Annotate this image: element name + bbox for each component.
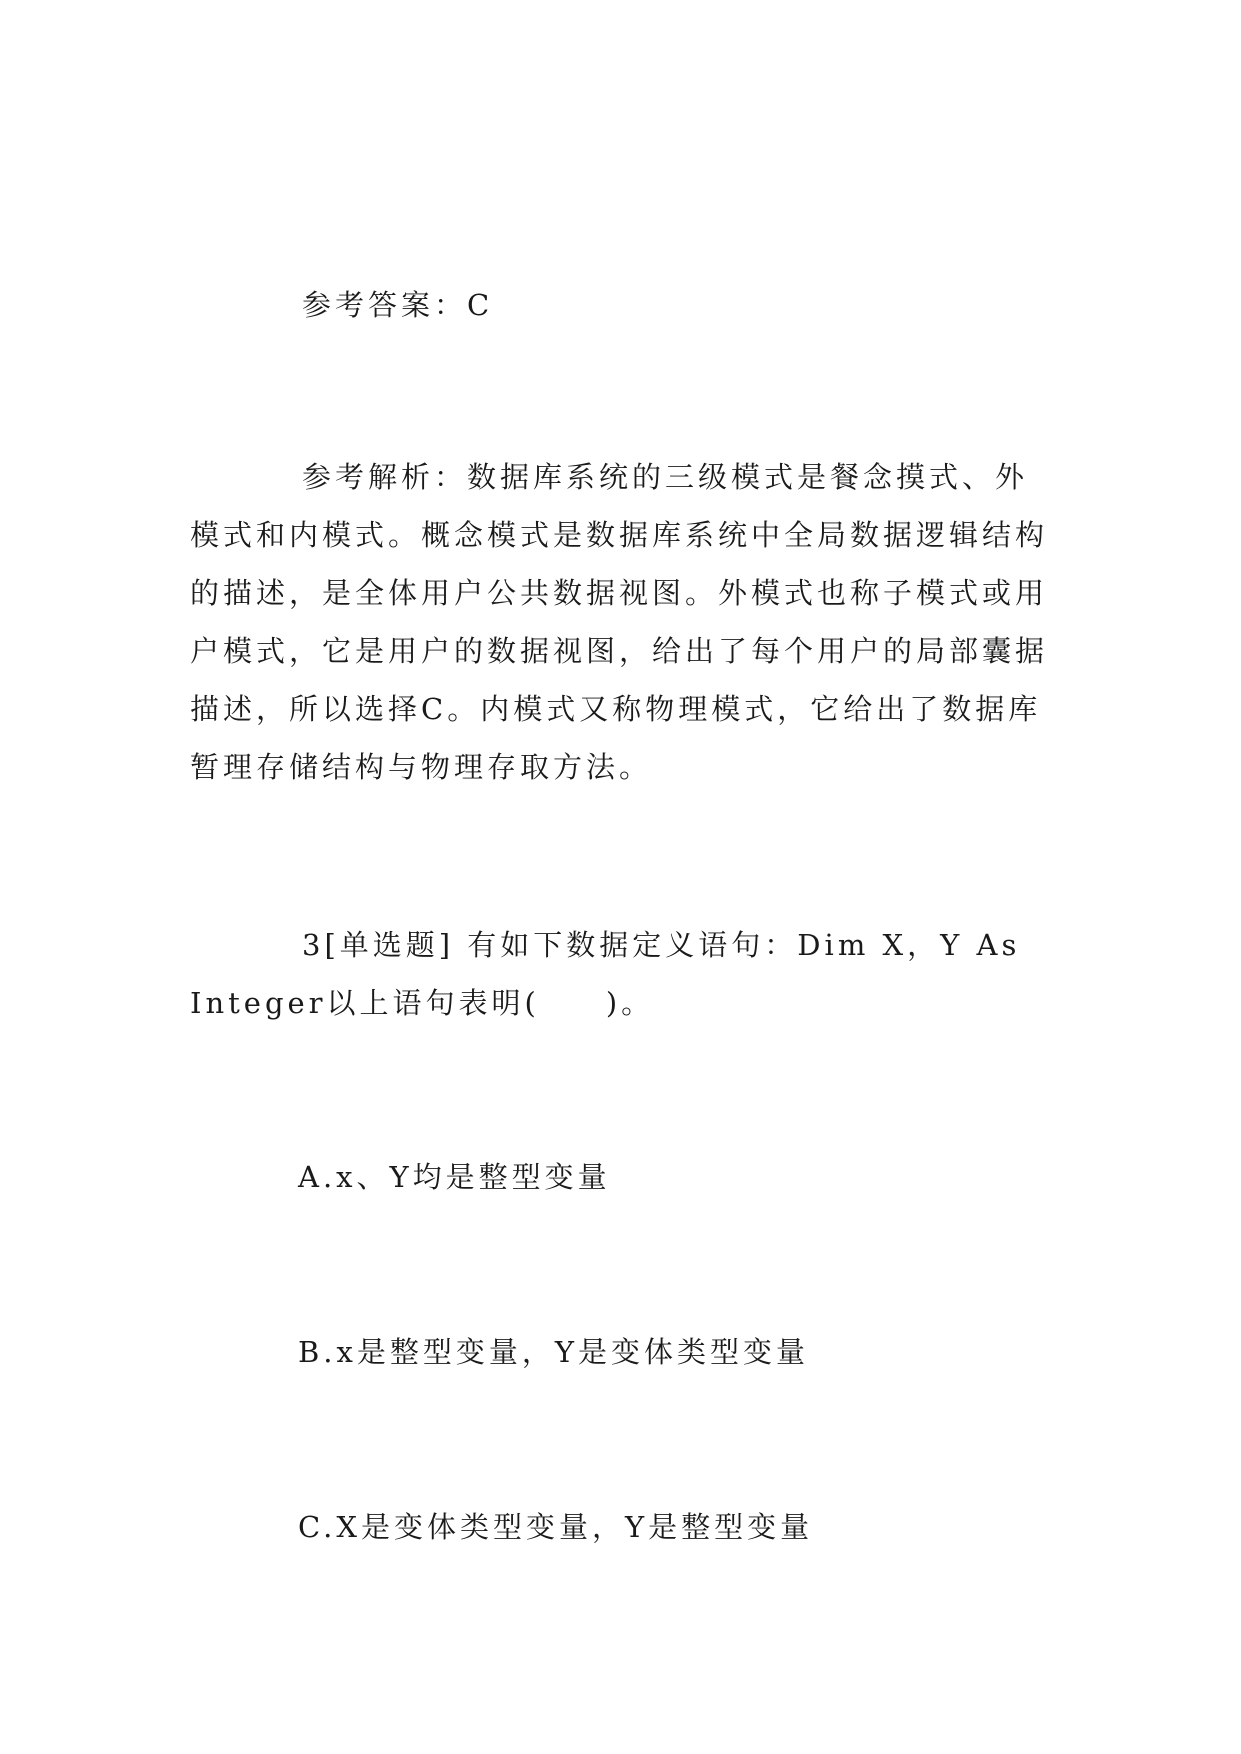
reference-analysis: 参考解析：数据库系统的三级模式是餐念摸式、外模式和内模式。概念模式是数据库系统中全局数据逻辑结构的描述，是全体用户公共数据视图。外模式也称子模式或用户模式，它是用户的数据视图，给出了每个用户的局部囊据描述，所以选择C。内模式又称物理模式，它给出了数据库暂理存储结构与物理存取方法。 xyxy=(190,460,1049,784)
option-a: A.x、Y均是整型变量 xyxy=(298,1160,611,1194)
reference-answer: 参考答案：C xyxy=(302,288,494,322)
option-c: C.X是变体类型变量，Y是整型变量 xyxy=(298,1510,814,1544)
option-b: B.x是整型变量，Y是变体类型变量 xyxy=(298,1335,810,1369)
question-stem: 3[单选题] 有如下数据定义语句：Dim X，Y As Integer以上语句表明( )。 xyxy=(190,928,1021,1020)
